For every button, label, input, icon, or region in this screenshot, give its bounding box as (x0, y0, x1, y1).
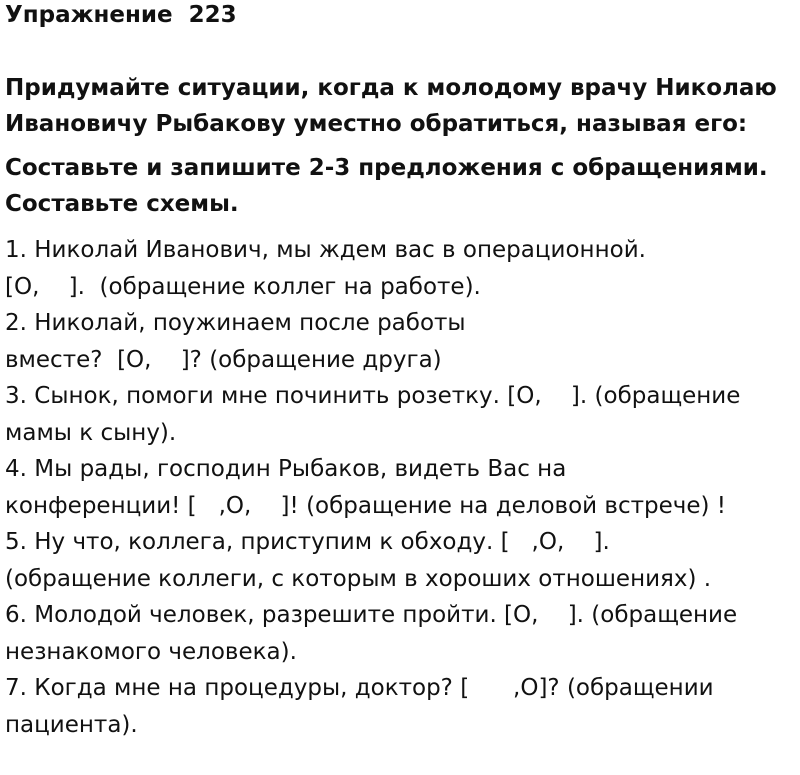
subtask-line: Составьте и запишите 2-3 предложения с обращениями. (5, 155, 768, 181)
document-page (5, 0, 800, 743)
answer-list (5, 232, 800, 743)
answer-line: 1. Николай Иванович, мы ждем вас в операционной. (5, 237, 646, 263)
subtask-text (5, 150, 800, 222)
answer-line: мамы к сыну). (5, 419, 177, 446)
answer-line: вместе? [О, ]? (обращение друга) (5, 346, 442, 373)
answer-line: конференции! [ ,О, ]! (обращение на деловой встрече) ! (5, 492, 726, 519)
answer-line: 6. Молодой человек, разрешите пройти. [О, ]. (обращение (5, 602, 738, 628)
exercise-title: Упражнение 223 (5, 2, 237, 28)
task-line: Придумайте ситуации, когда к молодому врачу Николаю (5, 75, 777, 101)
answer-line: 2. Николай, поужинаем после работы (5, 310, 466, 336)
answer-line: [О, ]. (обращение коллег на работе). (5, 273, 481, 300)
answer-line: 3. Сынок, помоги мне починить розетку. [О, ]. (обращение (5, 383, 741, 409)
subtask-line: Составьте схемы. (5, 191, 239, 217)
answer-line: 7. Когда мне на процедуры, доктор? [ ,О]? (обращении (5, 675, 714, 701)
answer-line: незнакомого человека). (5, 638, 297, 665)
task-line: Ивановичу Рыбакову уместно обратиться, называя его: (5, 111, 748, 137)
answer-line: 4. Мы рады, господин Рыбаков, видеть Вас на (5, 456, 567, 482)
answer-line: пациента). (5, 711, 138, 738)
task-text (5, 70, 800, 142)
answer-line: (обращение коллеги, с которым в хороших отношениях) . (5, 565, 712, 592)
answer-line: 5. Ну что, коллега, приступим к обходу. [ ,О, ]. (5, 529, 610, 555)
